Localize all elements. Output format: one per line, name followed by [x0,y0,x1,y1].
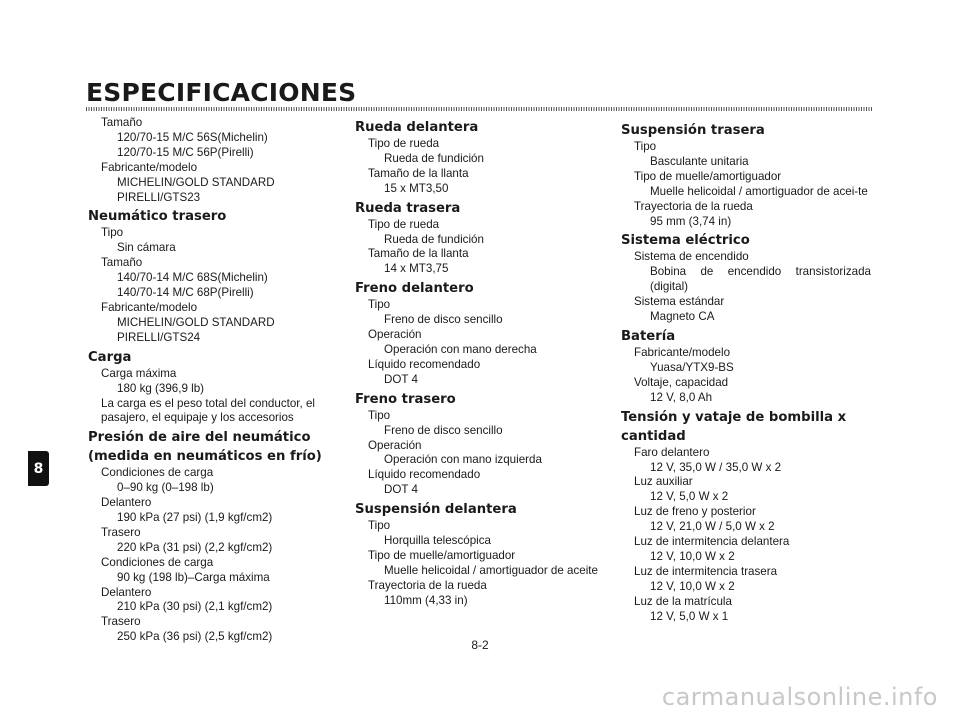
chapter-tab: 8 [28,451,49,486]
spec-label: Fabricante/modelo [101,160,198,174]
spec-label: Operación [368,328,422,342]
spec-label: Luz auxiliar [634,475,693,489]
page-title: ESPECIFICACIONES [86,78,357,107]
spec-value: Freno de disco sencillo [384,313,503,327]
spec-value: 250 kPa (36 psi) (2,5 kgf/cm2) [117,630,273,644]
spec-label: Tipo [368,408,391,422]
spec-column-1 [88,116,338,645]
spec-label: Tipo [368,519,391,533]
spec-value: Rueda de fundición [384,232,484,246]
spec-value: PIRELLI/GTS23 [117,190,201,204]
spec-value: 180 kg (396,9 lb) [117,381,205,395]
spec-label: Tipo [634,140,657,153]
spec-value: DOT 4 [384,483,418,497]
spec-label: Operación [368,438,422,452]
spec-value: 12 V, 5,0 W x 1 [650,609,729,623]
spec-label: Fabricante/modelo [634,345,731,359]
watermark: carmanualsonline.info [661,683,938,711]
spec-label: Tipo de rueda [368,217,440,231]
spec-value: 120/70-15 M/C 56P(Pirelli) [117,145,254,159]
spec-label: Sistema estándar [634,295,725,309]
spec-label: Trasero [101,525,141,539]
page-number: 8-2 [471,638,489,652]
spec-label: Delantero [101,496,152,510]
spec-value: Operación con mano izquierda [384,453,542,467]
spec-value: 14 x MT3,75 [384,262,449,276]
spec-label: Tipo [368,298,391,312]
section-heading: Batería [621,328,676,344]
spec-value: 110mm (4,33 in) [384,593,468,607]
spec-label: Luz de la matrícula [634,594,732,608]
section-heading: Freno delantero [355,281,474,297]
spec-value: Magneto CA [650,310,715,324]
section-heading: Freno trasero [355,391,456,407]
spec-label: Condiciones de carga [101,555,214,569]
spec-column-2 [355,116,605,609]
section-heading: Rueda trasera [355,200,461,216]
spec-value: 140/70-14 M/C 68S(Michelin) [117,271,268,285]
section-heading: Presión de aire del neumático (medida en neumáticos en frío) [88,430,322,465]
spec-label: Condiciones de carga [101,466,214,480]
spec-value: PIRELLI/GTS24 [117,330,201,344]
title-rule [86,107,872,111]
spec-label: Tipo [101,226,124,240]
spec-value: 120/70-15 M/C 56S(Michelin) [117,130,268,144]
spec-value: Sin cámara [117,241,176,255]
spec-value: Freno de disco sencillo [384,423,503,437]
spec-value: 140/70-14 M/C 68P(Pirelli) [117,286,254,300]
spec-value: Rueda de fundición [384,151,484,165]
spec-value: 12 V, 10,0 W x 2 [650,549,735,563]
spec-value: MICHELIN/GOLD STANDARD [117,315,275,329]
spec-value: Yuasa/YTX9-BS [650,360,734,374]
section-heading: Carga [88,349,132,365]
section-heading: Suspensión delantera [355,502,517,518]
spec-column-3 [621,119,871,624]
spec-label: Delantero [101,585,152,599]
spec-label: Tipo de rueda [368,137,440,150]
spec-label: Tamaño [101,256,143,270]
spec-label: Trasero [101,615,141,629]
section-heading: Rueda delantera [355,120,479,135]
spec-label: Luz de intermitencia delantera [634,535,790,549]
section-heading: Neumático trasero [88,209,227,225]
spec-value: MICHELIN/GOLD STANDARD [117,175,275,189]
spec-label: Trayectoria de la rueda [368,578,487,592]
spec-label: Tamaño de la llanta [368,166,469,180]
spec-label: Trayectoria de la rueda [634,199,753,213]
spec-label: Líquido recomendado [368,357,481,371]
spec-label: Tipo de muelle/amortiguador [634,169,782,183]
spec-value: Muelle helicoidal / amortiguador de acei-te [650,184,868,198]
spec-value: DOT 4 [384,372,418,386]
spec-label: Fabricante/modelo [101,300,198,314]
spec-label: Luz de freno y posterior [634,505,756,519]
spec-value: 12 V, 21,0 W / 5,0 W x 2 [650,520,775,534]
spec-value: 220 kPa (31 psi) (2,2 kgf/cm2) [117,540,273,554]
spec-label: Tamaño [101,116,143,129]
spec-label: Líquido recomendado [368,468,481,482]
spec-label: Tipo de muelle/amortiguador [368,548,516,562]
spec-value: 90 kg (198 lb)–Carga máxima [117,570,270,584]
spec-value: 12 V, 10,0 W x 2 [650,579,735,593]
spec-label: Faro delantero [634,445,710,459]
section-heading: Tensión y vataje de bombilla x cantidad [621,409,847,444]
spec-label: Luz de intermitencia trasera [634,564,778,578]
section-heading: Suspensión trasera [621,123,765,138]
spec-value: 190 kPa (27 psi) (1,9 kgf/cm2) [117,511,273,525]
spec-value: Horquilla telescópica [384,534,491,548]
section-heading: Sistema eléctrico [621,233,750,249]
spec-label: Sistema de encendido [634,250,749,264]
spec-value: 12 V, 5,0 W x 2 [650,490,729,504]
spec-value: Muelle helicoidal / amortiguador de aceite [384,563,598,577]
spec-value: 15 x MT3,50 [384,181,449,195]
spec-value: Basculante unitaria [650,154,749,168]
spec-label: Voltaje, capacidad [634,375,729,389]
spec-value: Operación con mano derecha [384,342,537,356]
spec-value: 95 mm (3,74 in) [650,214,732,228]
spec-value: 12 V, 35,0 W / 35,0 W x 2 [650,460,782,474]
spec-value: 210 kPa (30 psi) (2,1 kgf/cm2) [117,600,273,614]
spec-value: 12 V, 8,0 Ah [650,390,713,404]
spec-value: 0–90 kg (0–198 lb) [117,481,214,495]
spec-label: Carga máxima [101,366,177,380]
spec-value: Bobina de encendido transistorizada (digital) [650,265,871,294]
spec-label: La carga es el peso total del conductor, el pasajero, el equipaje y los accesorios [101,396,315,425]
spec-label: Tamaño de la llanta [368,247,469,261]
